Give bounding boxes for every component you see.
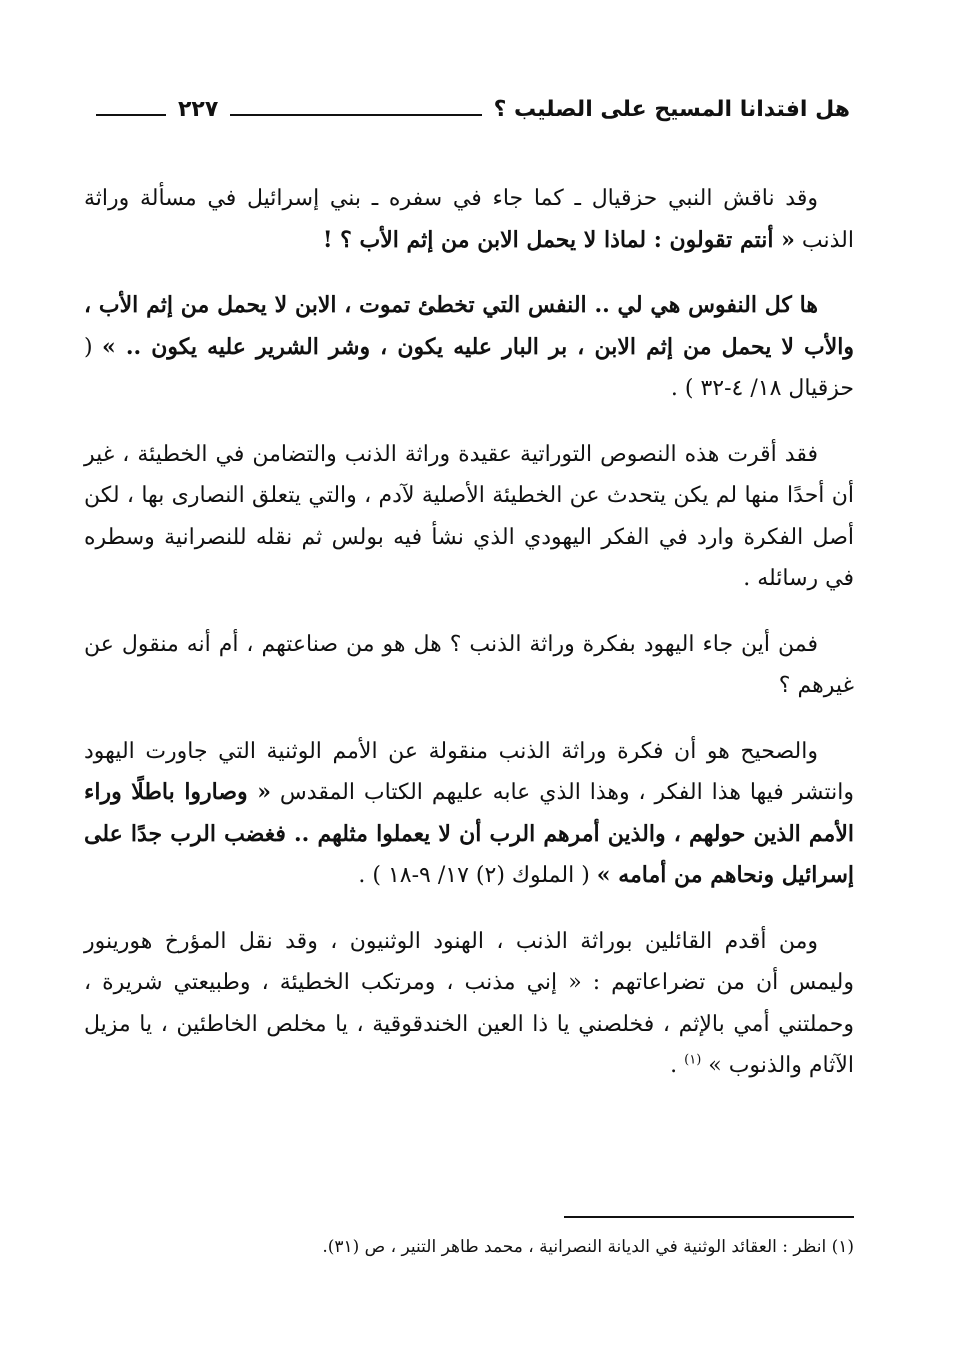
quoted-text: ها كل النفوس هي لي .. النفس التي تخطئ تموت ، الابن لا يحمل من إثم الأب ، والأب لا يحمل من إثم الابن ، بر البار عليه يكون ، وشر الشرير عليه يكون .. » [84,292,855,360]
footnote-reference: (١) [684,1052,702,1068]
paragraph [84,178,854,261]
text-segment: فمن أين جاء اليهود بفكرة وراثة الذنب ؟ هل هو من صناعتهم ، أم أنه منقول عن غيرهم ؟ [84,631,854,698]
text-segment: ( الملوك (٢) ١٧/ ٩-١٨ ) . [358,863,597,888]
paragraph [84,434,854,600]
header-rule [230,114,481,116]
text-segment: وقد ناقش النبي حزقيال ـ كما جاء في سفره ـ بني إسرائيل في مسألة وراثة الذنب [84,186,854,253]
text-segment: والصحيح هو أن فكرة وراثة الذنب منقولة عن الأمم الوثنية التي جاورت اليهود وانتشر فيها هذا الفكر ، وهذا الذي عابه عليهم الكتاب المقدس [84,738,854,805]
paragraph [84,921,854,1087]
footnote: (١) انظر : العقائد الوثنية في الديانة النصرانية ، محمد طاهر التنير ، ص (٣١). [322,1237,854,1257]
paragraph [84,624,854,707]
paragraph [84,731,854,897]
quoted-text: « أنتم تقولون : لماذا لا يحمل الابن من إثم الأب ؟ ! [322,226,795,253]
text-segment: فقد أقرت هذه النصوص التوراتية عقيدة وراثة الذنب والتضامن في الخطيئة ، غير أن أحدًا منها لم يكن يتحدث عن الخطيئة الأصلية لآدم ، والتي يتعلق النصارى بها ، لكن أصل الفكرة وارد في الفكر اليهودي الذي نشأ فيه بولس ثم نقله للنصرانية وسطره في رسائله . [84,441,854,591]
paragraph [84,285,854,410]
body-text [84,178,854,1087]
header-title: هل افتدانا المسيح على الصليب ؟ [493,96,850,122]
running-header [84,84,850,134]
header-rule-short [96,114,166,116]
page-number: ٢٢٧ [178,96,219,122]
footnote-rule [564,1216,854,1218]
quoted-text: « وصاروا باطلًا وراء الأمم الذين حولهم ، والذين أمرهم الرب أن لا يعملوا مثلهم .. فغضب الرب جدًا على إسرائيل ونحاهم من أمامه » [84,779,854,888]
text-segment: . [670,1053,685,1078]
text-segment: ( حزقيال ١٨/ ٤-٣٢ ) . [84,334,854,401]
text-segment: ومن أقدم القائلين بوراثة الذنب ، الهنود الوثنيون ، وقد نقل المؤرخ هورينور وليمس أن من تضراعاتهم : « إني مذنب ، ومرتكب الخطيئة ، وطبيعتي شريرة ، وحملتني أمي بالإثم ، فخلصني يا ذا العين الخندقوقية ، يا مخلص الخاطئين ، يا مزيل الآثام والذنوب » [84,928,854,1078]
